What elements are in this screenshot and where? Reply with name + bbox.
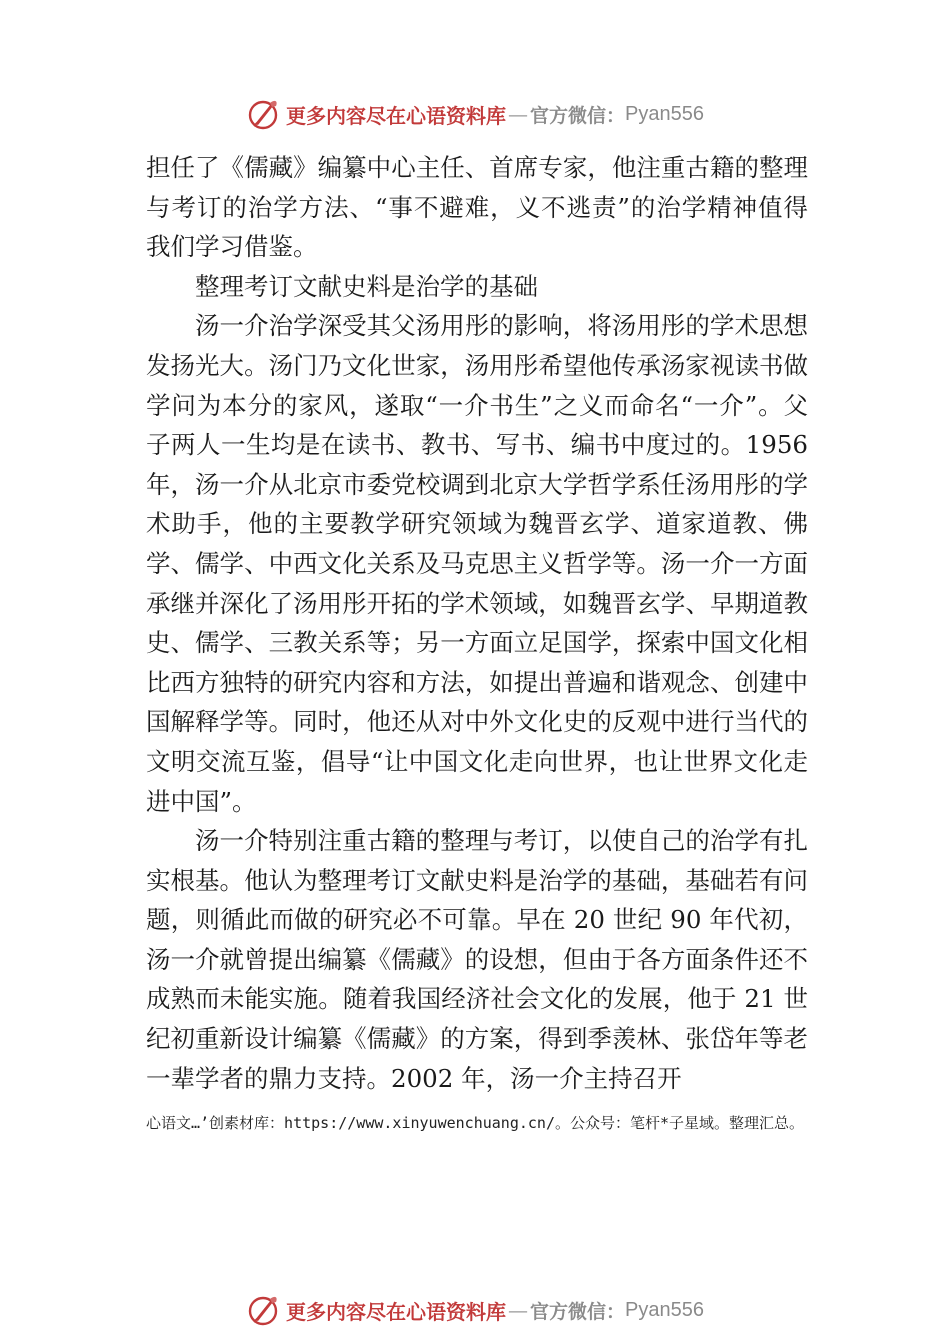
paragraph-2: 汤一介治学深受其父汤用彤的影响，将汤用彤的学术思想发扬光大。汤门乃文化世家，汤用彤希望他传承汤家视读书做学问为本分的家风，遂取“一介书生”之义而命名“一介”。父子两人一生均是在读书、教书、写书、编书中度过的。1956 年，汤一介从北京市委党校调到北京大学哲学系任汤用彤的学术助手，他的主要教学研究领域为魏晋玄学、道家道教、佛学、儒学、中西文化关系及马克思主义哲学等。汤一介一方面承继并深化了汤用彤开拓的学术领域，如魏晋玄学、早期道教史、儒学、三教关系等；另一方面立足国学，探索中国文化相比西方独特的研究内容和方法，如提出普遍和谐观念、创建中国解释学等。同时，他还从对中外文化史的反观中进行当代的文明交流互鉴，倡导“让中国文化走向世界，也让世界文化走进中国”。 <box>146 311 808 816</box>
footer-watermark <box>0 1288 950 1332</box>
section-heading: 整理考订文献史料是治学的基础 <box>195 271 538 301</box>
quill-logo-icon <box>246 97 280 131</box>
watermark-label: 官方微信： <box>530 104 626 127</box>
watermark-slogan: 更多内容尽在心语资料库 <box>286 103 506 128</box>
paragraph-1: 担任了《儒藏》编纂中心主任、首席专家，他注重古籍的整理与考订的治学方法、“事不避难，义不逃责”的治学精神值得我们学习借鉴。 <box>146 153 808 262</box>
watermark-wechat-id: Pyan556 <box>625 102 704 125</box>
watermark-dash: — <box>508 102 528 126</box>
watermark-wechat-id: Pyan556 <box>625 1298 704 1321</box>
footer-source-note: 心语文…’创素材库：https://www.xinyuwenchuang.cn/。公众号：笔杆*子星域。整理汇总。 <box>145 1114 805 1132</box>
article-body <box>146 148 808 1098</box>
quill-logo-icon <box>246 1293 280 1327</box>
paragraph-3: 汤一介特别注重古籍的整理与考订，以使自己的治学有扎实根基。他认为整理考订文献史料是治学的基础，基础若有问题，则循此而做的研究必不可靠。早在 20 世纪 90 年代初，汤一介就曾提出编纂《儒藏》的设想，但由于各方面条件还不成熟而未能实施。随着我国经济社会文化的发展，他于 21 世纪初重新设计编纂《儒藏》的方案，得到季羡林、张岱年等老一辈学者的鼎力支持。2002 年，汤一介主持召开 <box>146 826 808 1093</box>
watermark-dash: — <box>508 1298 528 1322</box>
watermark-label: 官方微信： <box>530 1300 626 1323</box>
watermark-slogan: 更多内容尽在心语资料库 <box>286 1299 506 1324</box>
header-watermark <box>0 92 950 136</box>
